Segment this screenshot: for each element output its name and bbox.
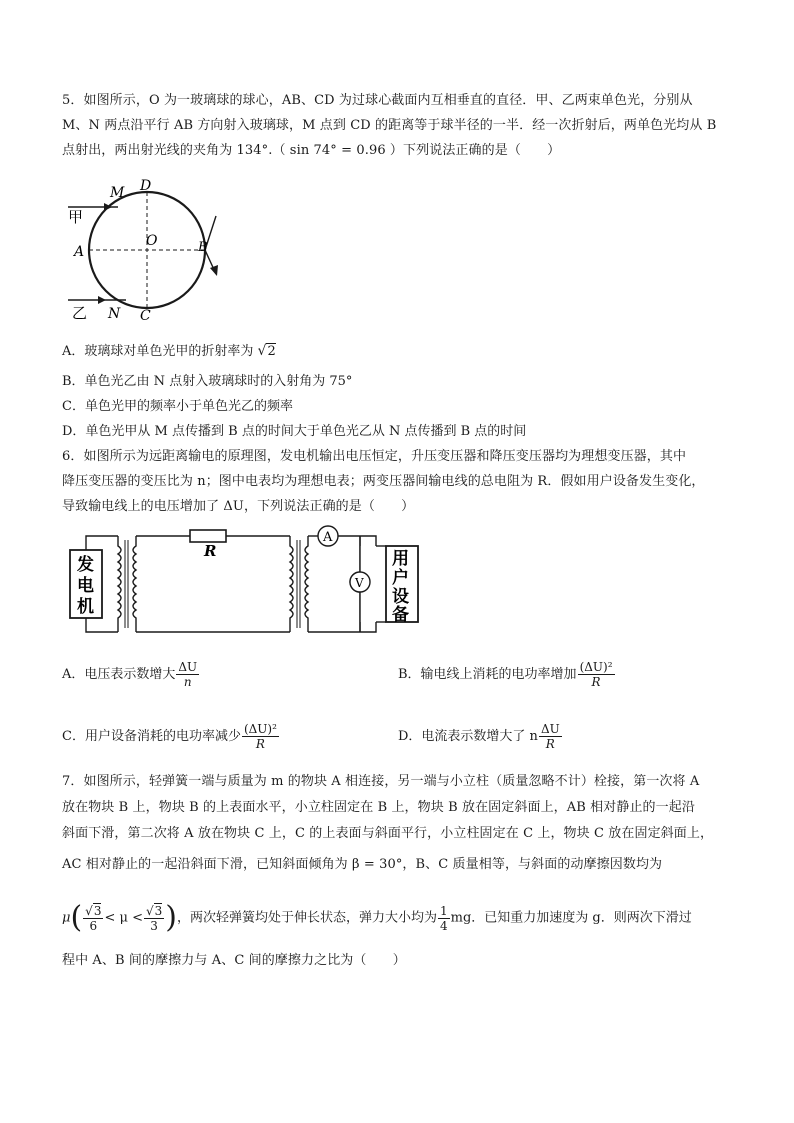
user-label: 用 (392, 549, 409, 569)
stepdown-secondary-coil (305, 536, 308, 632)
q7-line5: μ( $\frac{√3}{6}$ < μ < $\frac{√3}{3}$ )，两次轻弹簧均处于伸长状态，弹力大小均为 $\frac{1}{4}$ mg．已知重力加速度为 g．则两次下滑过 (62, 900, 692, 935)
q6-line3: 导致输电线上的电压增加了 ΔU，下列说法正确的是（ ） (62, 499, 415, 514)
q6-option-c-frac: $\frac{\text{(ΔU)²}}{R}$ (243, 722, 277, 751)
q6-line1: 6．如图所示为远距离输电的原理图，发电机输出电压恒定，升压变压器和降压变压器均为理想变压器，其中 (62, 449, 687, 464)
ammeter-label: A (323, 530, 333, 545)
q7-line1: 7．如图所示，轻弹簧一端与质量为 m 的物块 A 相连接，另一端与小立柱（质量忽略不计）栓接，第一次将 A (62, 774, 700, 789)
q5-option-a-sqrt: 2 (267, 344, 276, 359)
q6-option-d: D．电流表示数增大了 n $\frac{\Delta U}{R}$ (398, 722, 560, 751)
label-D: D (140, 178, 152, 194)
q6-option-d-frac: $\frac{\Delta U}{R}$ (540, 722, 560, 751)
generator-label: 发 (77, 555, 94, 575)
label-O: O (146, 233, 158, 249)
q7-line6: 程中 A、B 间的摩擦力与 A、C 间的摩擦力之比为（ ） (62, 953, 406, 968)
resistor-label: R (204, 542, 217, 560)
stepdown-primary-coil (290, 536, 293, 632)
stepup-primary-coil (118, 536, 121, 632)
q7-line4: AC 相对静止的一起沿斜面下滑，已知斜面倾角为 β = 30°，B、C 质量相等，与斜面的动摩擦因数均为 (62, 857, 663, 872)
q6-option-b-frac: $\frac{\text{(ΔU)²}}{R}$ (579, 660, 613, 689)
q6-transmission-circuit (64, 524, 428, 640)
ray-out-2-arrow (210, 265, 218, 276)
resistor-R (190, 530, 226, 542)
q7-line3: 斜面下滑，第二次将 A 放在物块 C 上，C 的上表面与斜面平行，小立柱固定在 C 上，物块 C 放在固定斜面上， (62, 826, 714, 841)
q5-option-b: B．单色光乙由 N 点射入玻璃球时的入射角为 75° (62, 374, 353, 389)
q7-line2: 放在物块 B 上，物块 B 的上表面水平，小立柱固定在 B 上，物块 B 放在固定斜面上，AB 相对静止的一起沿 (62, 800, 695, 815)
q6-option-b: B．输电线上消耗的电功率增加 $\frac{\text{(ΔU)²}}{R}$ (398, 660, 613, 689)
ray-yi-arrow (98, 296, 106, 304)
svg-text:机: 机 (77, 597, 94, 617)
label-N: N (108, 306, 121, 322)
stepup-secondary-coil (133, 536, 136, 632)
q5-sphere-figure (60, 176, 230, 324)
q6-line2: 降压变压器的变压比为 n；图中电表均为理想电表；两变压器间输电线的总电阻为 R．假如用户设备发生变化， (62, 474, 705, 489)
label-A: A (74, 244, 85, 260)
svg-text:备: 备 (392, 605, 409, 625)
voltmeter-label: V (355, 576, 364, 590)
q5-option-c: C．单色光甲的频率小于单色光乙的频率 (62, 399, 293, 414)
svg-text:户: 户 (392, 568, 409, 588)
q6-option-c: C．用户设备消耗的电功率减少 $\frac{\text{(ΔU)²}}{R}$ (62, 722, 277, 751)
q5-line2: M、N 两点沿平行 AB 方向射入玻璃球，M 点到 CD 的距离等于球半径的一半．经一次折射后，两单色光均从 B (62, 118, 717, 133)
label-C: C (140, 308, 151, 324)
q7-frac-sqrt3-3: $\frac{√3}{3}$ (145, 903, 163, 933)
q6-option-a: A．电压表示数增大 $\frac{\Delta U}{n}$ (62, 660, 198, 689)
q5-line1: 5．如图所示，O 为一玻璃球的球心，AB、CD 为过球心截面内互相垂直的直径．甲、乙两束单色光，分别从 (62, 93, 693, 108)
label-jia: 甲 (68, 208, 84, 226)
q6-option-a-frac: $\frac{\Delta U}{n}$ (178, 660, 198, 689)
q5-line3: 点射出，两出射光线的夹角为 134°.（ sin 74° = 0.96 ）下列说法正确的是（ ） (62, 143, 561, 158)
q7-frac-quarter: $\frac{1}{4}$ (440, 903, 448, 933)
svg-text:设: 设 (392, 587, 409, 607)
label-yi: 乙 (72, 304, 88, 322)
label-M: M (110, 185, 125, 201)
q5-option-a: A．玻璃球对单色光甲的折射率为 √2 (62, 343, 276, 359)
svg-text:电: 电 (77, 576, 94, 596)
q5-option-d: D．单色光甲从 M 点传播到 B 点的时间大于单色光乙从 N 点传播到 B 点的时间 (62, 424, 527, 439)
q7-frac-sqrt3-6: $\frac{√3}{6}$ (85, 903, 102, 933)
label-B: B (198, 240, 208, 255)
